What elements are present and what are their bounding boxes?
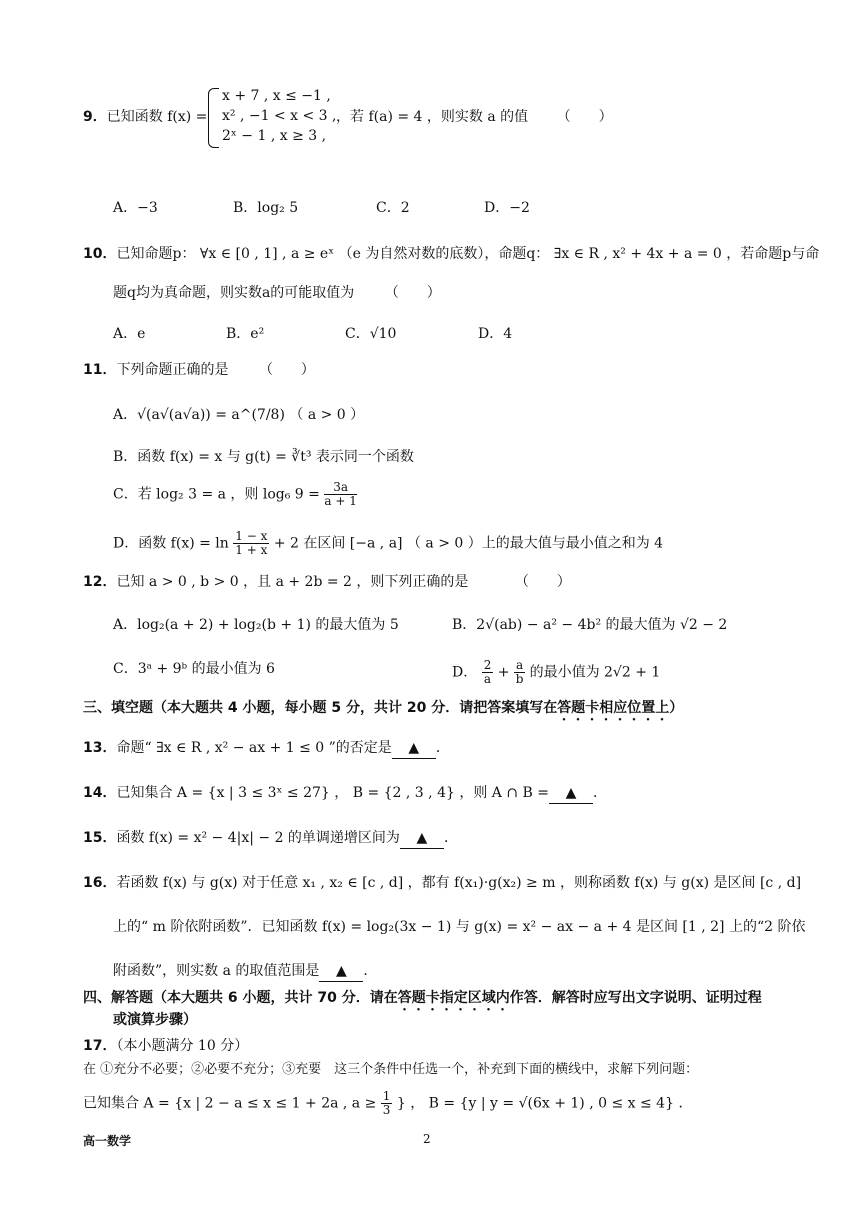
q10-option-c: C．√10 (345, 326, 397, 342)
q12-option-a: A．log₂(a + 2) + log₂(b + 1) 的最大值为 5 (113, 617, 399, 633)
answer-paren: （ ） (258, 362, 315, 378)
q16-line1: 16．若函数 f(x) 与 g(x) 对于任意 x₁ , x₂ ∈ [c , d] ，都有 f(x₁)·g(x₂) ≥ m ，则称函数 f(x) 与 g(x) 是区间 [c , d] (83, 875, 802, 891)
question-number: 10． (83, 246, 117, 262)
question-number: 15． (83, 830, 117, 846)
q11-stem (83, 360, 315, 380)
answer-blank: ▲ (549, 783, 593, 804)
q17-head: 17．（本小题满分 10 分） (83, 1038, 249, 1054)
q9-text: 已知函数 f(x) = (106, 109, 208, 125)
fraction-numerator: 1 − x (235, 529, 268, 543)
q9-option-b: B．log₂ 5 (233, 200, 299, 216)
question-number: 11． (83, 362, 117, 378)
question-number: 16． (83, 875, 117, 891)
page-number: 2 (423, 1132, 431, 1146)
q11-option-a: A．√(a√(a√a)) = a^(7/8) （ a > 0 ） (113, 407, 365, 423)
q11-c-text: C．若 log₂ 3 = a ，则 log₆ 9 = (113, 486, 320, 503)
q15: 15．函数 f(x) = x² − 4|x| − 2 的单调递增区间为 ▲ ． (83, 828, 458, 849)
q11-option-b: B．函数 f(x) = x 与 g(t) = ∛t³ 表示同一个函数 (113, 449, 414, 465)
fraction-denominator: 1 + x (235, 543, 268, 557)
q9-case3: 2ˣ − 1 , x ≥ 3 , (222, 128, 327, 144)
footer-subject: 高一数学 (83, 1134, 132, 1148)
q11-d-text: D．函数 f(x) = ln (113, 535, 229, 552)
q16-line3: 附函数”，则实数 a 的取值范围是 ▲ ． (113, 961, 377, 982)
q10-option-d: D．4 (478, 326, 513, 342)
q10-option-a: A．e (113, 326, 146, 342)
emphasis-text: 答题卡指定区域内 (397, 990, 510, 1006)
fraction: $\frac{1}{3}$ (382, 1089, 391, 1117)
q11-d-text-post: + 2 在区间 [−a , a] （ a > 0 ）上的最大值与最小值之和为 4 (273, 535, 664, 552)
q12-option-d: D． $\frac{2}{a}$ + $\frac{a}{b}$ 的最小值为 2√2 + 1 (452, 658, 661, 686)
question-number: 13． (83, 740, 117, 756)
q13: 13．命题“ ∃x ∈ R , x² − ax + 1 ≤ 0 ”的否定是 ▲ ． (83, 738, 450, 759)
q9-condition (336, 107, 613, 127)
q11-option-c (113, 481, 357, 508)
section-4-title-cont: 或演算步骤） (113, 1012, 197, 1028)
fraction-numerator: 3a (324, 481, 356, 495)
q14: 14．已知集合 A = {x | 3 ≤ 3ˣ ≤ 27} ， B = {2 , 3 , 4} ，则 A ∩ B = ▲ ． (83, 783, 607, 804)
question-number: 12． (83, 574, 117, 590)
q12-d-label: D． (452, 664, 478, 681)
answer-blank: ▲ (392, 738, 436, 759)
answer-paren: （ ） (556, 109, 613, 125)
answer-blank: ▲ (400, 828, 444, 849)
fraction: $\frac{2}{a}$ (483, 658, 492, 686)
q9-option-a: A．−3 (113, 200, 158, 216)
emphasis-text: 答题卡相应位置上 (557, 700, 670, 716)
q12-d-text: 的最小值为 2√2 + 1 (529, 664, 661, 681)
q16-line2: 上的“ m 阶依附函数”．已知函数 f(x) = log₂(3x − 1) 与 g(x) = x² − ax − a + 4 是区间 [1 , 2] 上的“2 阶依 (113, 919, 806, 935)
question-number: 9． (83, 109, 107, 125)
question-number: 17． (83, 1038, 117, 1054)
q9-cond-text: ，若 f(a) = 4 ，则实数 a 的值 (336, 109, 529, 125)
q12-stem (83, 572, 571, 592)
section-3-title: 三、填空题（本大题共 4 小题，每小题 5 分，共计 20 分．请把答案填写在答题卡相应位置上） (83, 700, 684, 716)
piecewise-brace (208, 88, 219, 148)
section-4-title: 四、解答题（本大题共 6 小题，共计 70 分．请在答题卡指定区域内作答．解答时应写出文字说明、证明过程 (83, 990, 762, 1006)
q11-option-d (113, 530, 663, 557)
answer-paren: （ ） (384, 285, 441, 301)
q12-option-b: B．2√(ab) − a² − 4b² 的最大值为 √2 − 2 (452, 617, 728, 633)
q9-option-d: D．−2 (484, 200, 530, 216)
fraction (233, 530, 269, 557)
q10-line2 (113, 283, 441, 303)
q10-text-2: 题q均为真命题，则实数a的可能取值为 (113, 285, 355, 301)
q9-option-c: C．2 (376, 200, 410, 216)
q10-option-b: B．e² (226, 326, 265, 342)
q17-line1: 在 ①充分不必要；②必要不充分；③充要 这三个条件中任选一个，补充到下面的横线中，求解下列问题： (83, 1062, 699, 1077)
fraction-denominator: a + 1 (324, 494, 357, 508)
q17-line2: 已知集合 A = {x | 2 − a ≤ x ≤ 1 + 2a , a ≥ $\frac{1}{3}$ } ， B = {y | y = √(6x + 1) , 0 ≤ x ≤ 4} ． (83, 1089, 693, 1117)
fraction: $\frac{a}{b}$ (515, 658, 524, 686)
q12-option-c: C．3ᵃ + 9ᵇ 的最小值为 6 (113, 661, 275, 677)
q12-text: 已知 a > 0 , b > 0 ，且 a + 2b = 2 ，则下列正确的是 (116, 574, 469, 590)
q9-case2: x² , −1 < x < 3 , (222, 108, 337, 124)
answer-paren: （ ） (514, 574, 571, 590)
q11-text: 下列命题正确的是 (116, 362, 229, 378)
q9-stem (83, 107, 207, 127)
question-number: 14． (83, 785, 117, 801)
q9-case1: x + 7 , x ≤ −1 , (222, 88, 331, 104)
answer-blank: ▲ (319, 961, 363, 982)
q10-text-1: 已知命题p： ∀x ∈ [0 , 1] , a ≥ eˣ （e 为自然对数的底数），命题q： ∃x ∈ R , x² + 4x + a = 0 ，若命题p与命 (116, 246, 820, 262)
fraction (324, 481, 356, 508)
q10-line1 (83, 244, 819, 264)
